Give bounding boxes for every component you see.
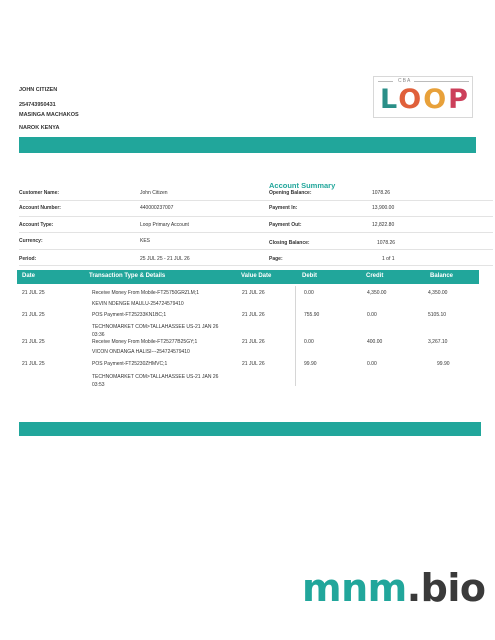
row-details-line: VICON ONDANGA HALISI---254724579410 (92, 349, 190, 355)
closing-balance-label: Closing Balance: (269, 240, 310, 246)
header-bar (19, 137, 476, 153)
row-value-date: 21 JUL 26 (242, 312, 265, 318)
row-value-date: 21 JUL 26 (242, 290, 265, 296)
watermark-part2: .bio (406, 566, 486, 610)
row-date: 21 JUL 25 (22, 361, 45, 367)
closing-balance-value: 1078.26 (377, 240, 396, 246)
opening-balance-value: 1078.26 (372, 190, 391, 196)
logo-wordmark (380, 84, 470, 115)
row-debit: 0.00 (304, 290, 314, 296)
customer-address-line2: NAROK KENYA (19, 125, 60, 131)
page-value: 1 of 1 (382, 256, 395, 262)
account-number-value: 440000237007 (140, 205, 174, 211)
info-divider (19, 249, 493, 250)
col-details: Transaction Type & Details (89, 273, 166, 279)
row-debit: 0.00 (304, 339, 314, 345)
row-details-line: TECHNOMARKET COM>TALLAHASSEE US-21 JAN 26 (92, 374, 219, 380)
row-debit: 99.90 (304, 361, 317, 367)
row-credit: 400.00 (367, 339, 383, 345)
account-type-label: Account Type: (19, 222, 54, 228)
watermark (302, 566, 486, 610)
logo-letter-l: L (380, 84, 399, 115)
col-debit: Debit (302, 273, 317, 279)
row-date: 21 JUL 25 (22, 290, 45, 296)
logo-small-text: CBA (398, 78, 412, 84)
row-balance: 5105.10 (428, 312, 447, 318)
bank-logo (373, 76, 473, 118)
opening-balance-label: Opening Balance: (269, 190, 312, 196)
account-summary-title: Account Summary (269, 181, 336, 190)
row-details-line: 03:36 (92, 332, 105, 338)
period-value: 25 JUL 25 - 21 JUL 26 (140, 256, 190, 262)
info-divider (19, 232, 493, 233)
col-balance: Balance (430, 273, 454, 279)
customer-address-line1: MASINGA MACHAKOS (19, 112, 79, 118)
row-value-date: 21 JUL 26 (242, 339, 265, 345)
logo-letter-o1: O (398, 84, 424, 115)
row-details-line: POS Payment-FT25233KN1BC;1 (92, 312, 167, 318)
payment-in-label: Payment In: (269, 205, 298, 211)
payment-out-label: Payment Out: (269, 222, 302, 228)
payment-out-value: 12,822.80 (372, 222, 395, 228)
row-balance: 99.90 (437, 361, 450, 367)
customer-name-label: Customer Name: (19, 190, 60, 196)
customer-name: JOHN CITIZEN (19, 87, 58, 93)
row-balance: 3,267.10 (428, 339, 448, 345)
info-divider (19, 265, 493, 266)
customer-phone: 254743950431 (19, 102, 56, 108)
footer-bar (19, 422, 481, 436)
info-divider (19, 200, 493, 201)
table-column-divider (295, 286, 296, 386)
row-details-line: Receive Money From Mobile-FT25750GRZLM;1 (92, 290, 199, 296)
customer-name-value: John Citizen (140, 190, 168, 196)
row-credit: 0.00 (367, 312, 377, 318)
currency-value: KES (140, 238, 151, 244)
row-details-line: Receive Money From Mobile-FT25277B25GY;1 (92, 339, 198, 345)
logo-letter-o2: O (423, 84, 449, 115)
logo-rule-right (414, 81, 469, 82)
col-value-date: Value Date (241, 273, 272, 279)
account-number-label: Account Number: (19, 205, 61, 211)
currency-label: Currency: (19, 238, 43, 244)
row-credit: 4,350.00 (367, 290, 387, 296)
page-label: Page: (269, 256, 283, 262)
watermark-part1: mnm (302, 566, 407, 610)
row-date: 21 JUL 25 (22, 312, 45, 318)
logo-rule-left (378, 81, 393, 82)
col-credit: Credit (366, 273, 384, 279)
info-divider (19, 216, 493, 217)
row-details-line: TECHNOMARKET COM>TALLAHASSEE US-21 JAN 26 (92, 324, 219, 330)
row-credit: 0.00 (367, 361, 377, 367)
period-label: Period: (19, 256, 37, 262)
row-date: 21 JUL 25 (22, 339, 45, 345)
row-details-line: 03:53 (92, 382, 105, 388)
col-date: Date (22, 273, 36, 279)
account-type-value: Loop Primary Account (140, 222, 189, 228)
payment-in-value: 13,900.00 (372, 205, 395, 211)
logo-letter-p: P (448, 84, 470, 115)
transactions-table-header (17, 270, 479, 284)
row-balance: 4,350.00 (428, 290, 448, 296)
row-details-line: POS Payment-FT25230ZHMVC;1 (92, 361, 168, 367)
row-debit: 755.90 (304, 312, 320, 318)
row-details-line: KEVIN NDENGE MAULU-254724579410 (92, 301, 184, 307)
row-value-date: 21 JUL 26 (242, 361, 265, 367)
